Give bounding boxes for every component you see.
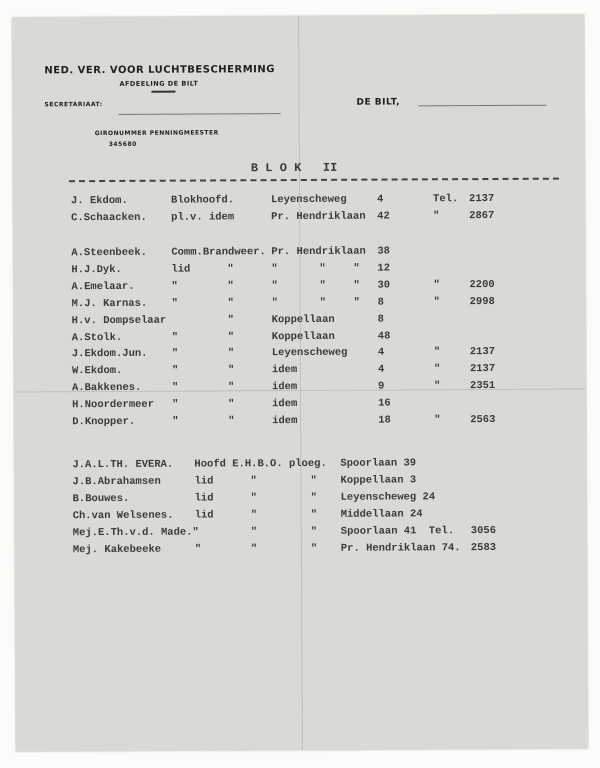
phone-number: 2137 <box>469 346 496 359</box>
phone-number: 2563 <box>470 413 496 427</box>
date-line <box>419 105 547 107</box>
member-role: " <box>171 364 179 377</box>
address: Koppellaan 3 <box>340 474 417 487</box>
house-number: 9 <box>377 380 385 393</box>
tel-label: " <box>433 363 441 376</box>
member-name: B.Bouwes. <box>72 492 130 506</box>
member-name: Mej.E.Th.v.d. Made." <box>72 526 199 540</box>
phone-number: 2200 <box>469 278 495 291</box>
giro-label: GIRONUMMER PENNINGMEESTER <box>94 129 219 138</box>
member-role: " <box>172 415 179 428</box>
tel-label: " <box>434 414 441 427</box>
letterhead-divider <box>151 91 175 93</box>
house-number: 48 <box>377 330 391 343</box>
house-number: 16 <box>378 397 391 410</box>
member-name: Mej. Kakebeeke <box>72 543 162 557</box>
phone-number: 2583 <box>470 541 497 555</box>
street: " <box>271 263 278 276</box>
ditto: " <box>353 279 360 292</box>
member-name: M.J. Karnas. <box>71 297 148 310</box>
member-role: " <box>171 297 178 310</box>
member-role: Hoofd E.H.B.O. ploeg. <box>194 457 327 471</box>
ditto: " <box>227 347 235 360</box>
member-name: Ch.van Welsenes. <box>72 509 174 523</box>
phone-number: 3056 <box>470 524 497 538</box>
member-role: " <box>171 381 179 394</box>
ditto: " <box>227 330 235 343</box>
ditto: " <box>227 297 234 310</box>
member-name: J.A.L.TH. EVERA. <box>72 458 174 472</box>
member-role: " <box>172 398 179 411</box>
address: Spoorlaan 41 <box>340 525 417 538</box>
member-name: A.Stolk. <box>71 331 123 344</box>
member-name: J.Ekdom.Jun. <box>71 348 148 361</box>
ditto: " <box>227 381 235 394</box>
house-number: 12 <box>377 262 391 275</box>
tel-label: " <box>433 380 441 393</box>
street: Koppellaan <box>271 313 335 326</box>
ditto: " <box>250 543 258 556</box>
street: Pr. Hendriklaan <box>271 245 366 259</box>
ditto: " <box>310 508 318 521</box>
ditto: " <box>319 296 326 309</box>
member-role: Blokhoofd. <box>171 194 235 207</box>
house-number: 30 <box>377 279 391 292</box>
house-number: 38 <box>377 245 390 258</box>
tel-label: Tel. <box>433 193 459 206</box>
ditto: " <box>227 263 234 276</box>
ditto: " <box>228 415 235 428</box>
secretariat-line <box>119 113 281 115</box>
street: Leyenscheweg <box>271 193 347 207</box>
phone-number: 2351 <box>469 380 496 393</box>
tel-label: " <box>433 346 441 359</box>
street: Koppellaan <box>271 330 335 343</box>
member-name: H.v. Dompselaar <box>71 314 167 327</box>
street: idem <box>272 398 298 411</box>
ditto: " <box>227 313 235 326</box>
street: Leyenscheweg <box>271 347 348 360</box>
street: Pr. Hendriklaan <box>271 210 366 224</box>
document-page <box>12 15 588 752</box>
phone-number: 2867 <box>469 209 495 223</box>
street: idem <box>271 364 298 377</box>
member-name: A.Steenbeek. <box>71 246 147 260</box>
member-role: pl.v. idem <box>171 211 235 224</box>
tel-label: " <box>433 295 440 308</box>
member-name: C.Schaacken. <box>71 211 147 225</box>
ditto: " <box>310 491 317 504</box>
ditto: " <box>228 398 235 411</box>
ditto: " <box>353 262 360 275</box>
ditto: " <box>250 492 257 505</box>
street: " <box>271 279 278 292</box>
member-role: " <box>194 543 202 556</box>
ditto: " <box>353 296 360 309</box>
street: idem <box>271 381 298 394</box>
address: Spoorlaan 39 <box>340 457 417 470</box>
ditto: " <box>227 280 234 293</box>
street: idem <box>272 415 298 428</box>
house-number: 4 <box>377 346 385 359</box>
title-underline <box>69 178 559 183</box>
member-role: lid <box>171 263 191 276</box>
member-name: A.Bakkenes. <box>71 382 142 395</box>
ditto: " <box>310 525 318 538</box>
member-role: lid <box>194 475 214 488</box>
giro-number: 345680 <box>108 140 137 148</box>
place-label: DE BILT, <box>356 97 401 108</box>
member-name: J. Ekdom. <box>71 194 128 208</box>
phone-number: 2137 <box>469 192 495 206</box>
phone-number: 2998 <box>469 295 495 308</box>
phone-number: 2137 <box>469 363 496 376</box>
block-title: B L O K II <box>250 160 338 176</box>
member-name: D.Knopper. <box>72 415 136 429</box>
secretariat-label: SECRETARIAAT: <box>44 101 103 109</box>
fold-line-vertical <box>298 16 303 750</box>
organization-name: NED. VER. VOOR LUCHTBESCHERMING <box>44 64 275 77</box>
member-role: Comm.Brandweer. <box>171 246 266 259</box>
member-name: H.J.Dyk. <box>71 263 122 277</box>
ditto: " <box>250 475 257 488</box>
member-name: A.Emelaar. <box>71 280 135 293</box>
member-role: " <box>171 280 178 293</box>
address: Leyenscheweg 24 <box>340 491 436 504</box>
ditto: " <box>250 509 258 522</box>
member-role: " <box>171 331 179 344</box>
ditto: " <box>310 474 317 487</box>
member-role: lid <box>194 492 214 505</box>
house-number: 4 <box>377 363 385 376</box>
house-number: 8 <box>377 313 385 326</box>
house-number: 4 <box>377 193 384 206</box>
tel-label: " <box>433 279 440 292</box>
ditto: " <box>250 526 258 539</box>
member-role: lid <box>194 509 214 522</box>
tel-label: Tel. <box>428 525 455 538</box>
member-name: H.Noordermeer <box>72 398 155 412</box>
member-name: W.Ekdom. <box>71 365 123 378</box>
ditto: " <box>319 262 326 275</box>
house-number: 42 <box>377 210 390 223</box>
department-name: AFDEELING DE BILT <box>119 79 199 88</box>
address: Pr. Hendriklaan 74. <box>340 542 461 555</box>
house-number: 8 <box>377 296 384 309</box>
house-number: 18 <box>378 414 391 427</box>
ditto: " <box>227 364 235 377</box>
address: Middellaan 24 <box>340 508 423 521</box>
tel-label: " <box>433 210 440 223</box>
member-role: " <box>171 348 179 361</box>
ditto: " <box>319 279 326 292</box>
street: " <box>271 296 278 309</box>
ditto: " <box>310 542 318 555</box>
member-name: J.B.Abrahamsen <box>72 475 161 489</box>
